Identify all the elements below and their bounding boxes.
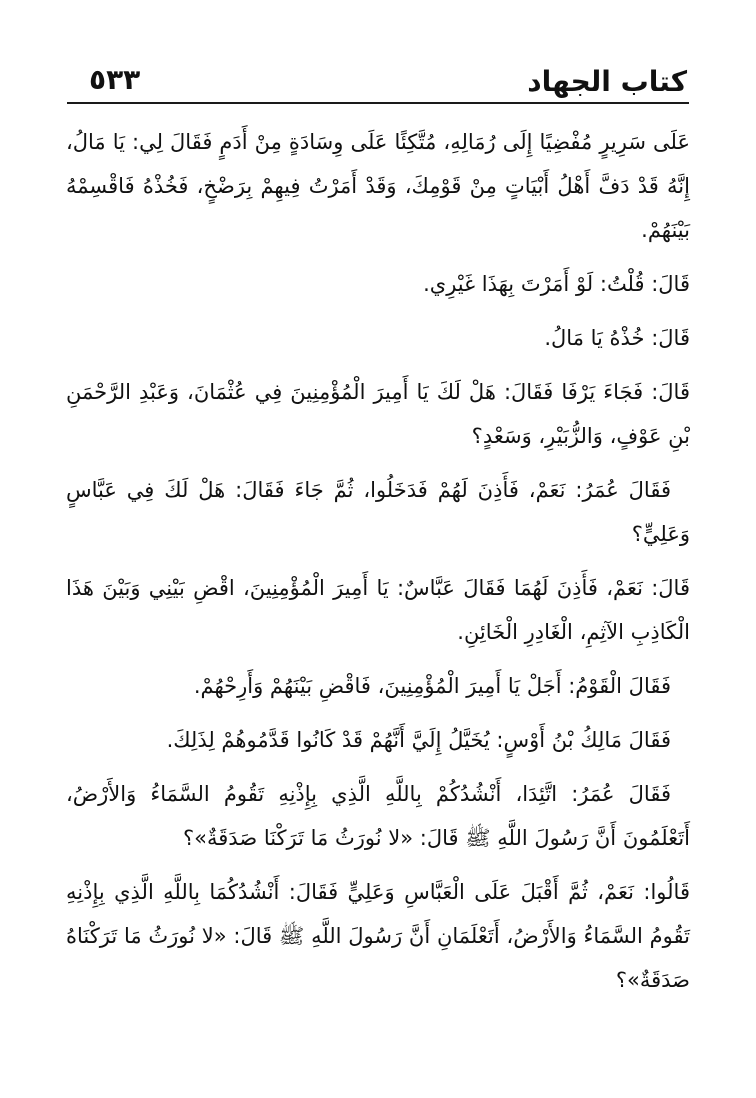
page-header bbox=[67, 58, 689, 104]
paragraph-8: فَقَالَ مَالِكُ بْنُ أَوْسٍ: يُخَيَّلُ إِلَيَّ أَنَّهُمْ قَدْ كَانُوا قَدَّمُوهُمْ لِذَلِكَ. bbox=[166, 728, 671, 752]
page-number: ٥٣٣ bbox=[89, 63, 141, 96]
paragraph-1: عَلَى سَرِيرٍ مُفْضِيًا إِلَى رُمَالِهِ، مُتَّكِئًا عَلَى وِسَادَةٍ مِنْ أَدَمٍ فَقَالَ لِي: يَا مَالُ، إِنَّهُ قَدْ دَفَّ أَهْلُ أَبْيَاتٍ مِنْ قَوْمِكَ، وَقَدْ أَمَرْتُ فِيهِمْ بِرَضْخٍ، فَخُذْهُ فَاقْسِمْهُ بَيْنَهُمْ. bbox=[66, 130, 690, 242]
paragraph-9: فَقَالَ عُمَرُ: اتَّئِدَا، أَنْشُدُكُمْ بِاللَّهِ الَّذِي بِإِذْنِهِ تَقُومُ السَّمَاءُ وَالأَرْضُ، أَتَعْلَمُونَ أَنَّ رَسُولَ اللَّهِ ﷺ قَالَ: «لا نُورَثُ مَا تَرَكْنَا صَدَقَةٌ»؟ bbox=[66, 782, 690, 850]
paragraph-3: قَالَ: خُذْهُ يَا مَالُ. bbox=[544, 326, 690, 350]
paragraph-5: فَقَالَ عُمَرُ: نَعَمْ، فَأَذِنَ لَهُمْ فَدَخَلُوا، ثُمَّ جَاءَ فَقَالَ: هَلْ لَكَ فِي عَبَّاسٍ وَعَلِيٍّ؟ bbox=[66, 478, 690, 546]
page-body bbox=[66, 120, 690, 1002]
paragraph-2: قَالَ: قُلْتُ: لَوْ أَمَرْتَ بِهَذَا غَيْرِي. bbox=[423, 272, 690, 296]
paragraph-7: فَقَالَ الْقَوْمُ: أَجَلْ يَا أَمِيرَ الْمُؤْمِنِينَ، فَاقْضِ بَيْنَهُمْ وَأَرِحْهُمْ. bbox=[193, 674, 671, 698]
running-title: كتاب الجهاد bbox=[527, 65, 687, 98]
paragraph-6: قَالَ: نَعَمْ، فَأَذِنَ لَهُمَا فَقَالَ عَبَّاسٌ: يَا أَمِيرَ الْمُؤْمِنِينَ، اقْضِ بَيْنِي وَبَيْنَ هَذَا الْكَاذِبِ الآثِمِ، الْغَادِرِ الْخَائِنِ. bbox=[66, 576, 690, 644]
paragraph-4: قَالَ: فَجَاءَ يَرْفَا فَقَالَ: هَلْ لَكَ يَا أَمِيرَ الْمُؤْمِنِينَ فِي عُثْمَانَ، وَعَبْدِ الرَّحْمَنِ بْنِ عَوْفٍ، وَالزُّبَيْرِ، وَسَعْدٍ؟ bbox=[66, 380, 690, 448]
paragraph-10: قَالُوا: نَعَمْ، ثُمَّ أَقْبَلَ عَلَى الْعَبَّاسِ وَعَلِيٍّ فَقَالَ: أَنْشُدُكُمَا بِاللَّهِ الَّذِي بِإِذْنِهِ تَقُومُ السَّمَاءُ وَالأَرْضُ، أَتَعْلَمَانِ أَنَّ رَسُولَ اللَّهِ ﷺ قَالَ: «لا نُورَثُ مَا تَرَكْنَاهُ صَدَقَةٌ»؟ bbox=[66, 880, 690, 992]
